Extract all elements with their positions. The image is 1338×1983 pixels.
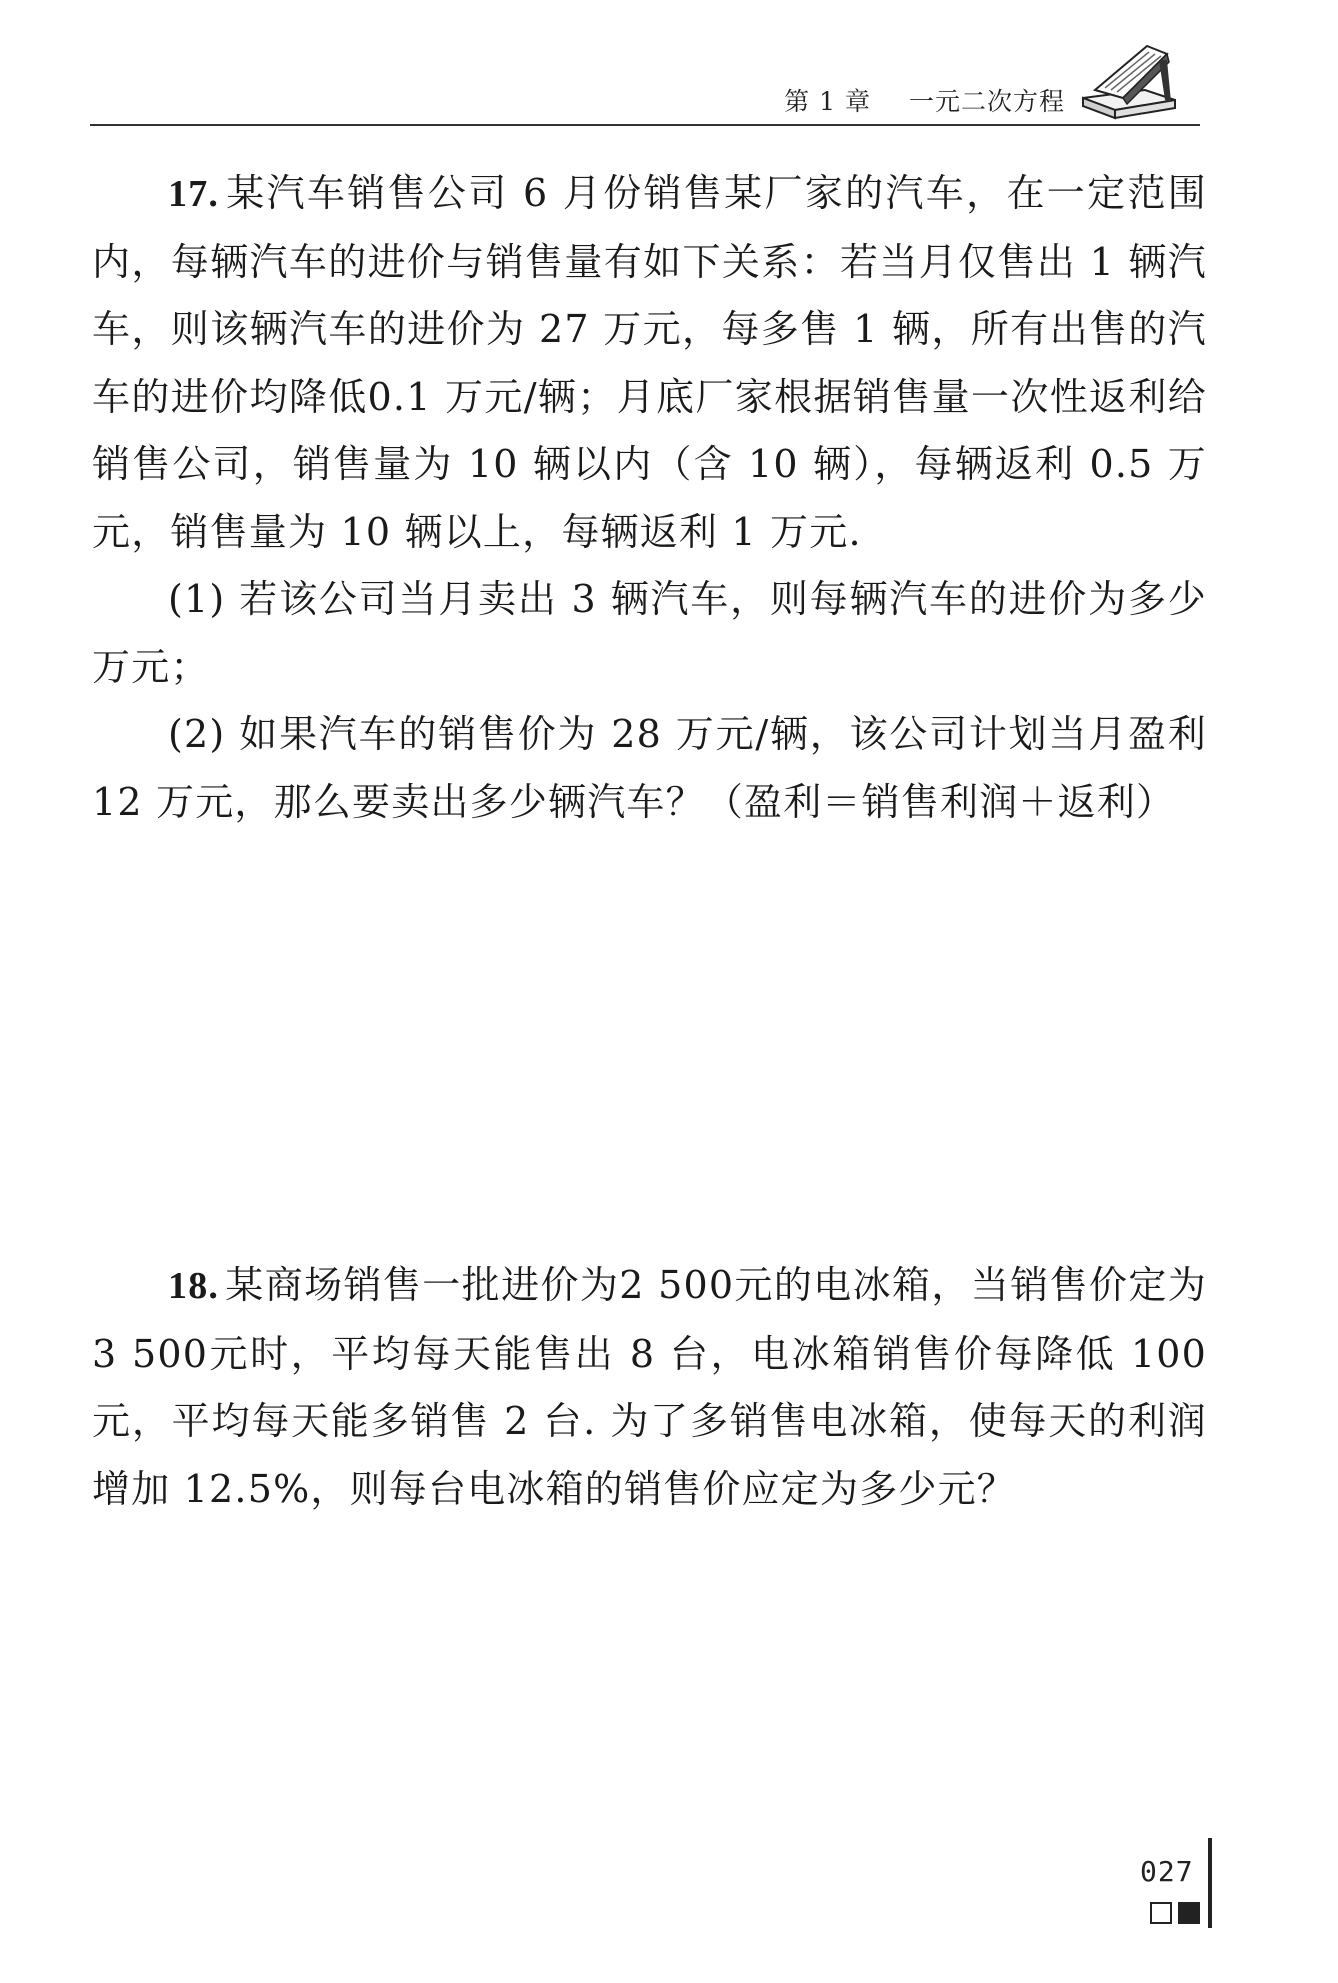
problem-number: 17.	[168, 173, 220, 215]
chapter-number: 第 1 章	[784, 87, 871, 116]
problem-number: 18.	[168, 1265, 220, 1307]
problem-text: 某汽车销售公司 6 月份销售某厂家的汽车，在一定范围内，每辆汽车的进价与销售量有如下关系：若当月仅售出 1 辆汽车，则该辆汽车的进价为 27 万元，每多售 1 辆，所有出售的汽车的进价均降低0.1 万元/辆；月底厂家根据销售量一次性返利给销售公司，销售量为 10 辆以内（含 10 辆），每辆返利 0.5 万元，销售量为 10 辆以上，每辆返利 1 万元.	[92, 171, 1207, 554]
filled-square-icon	[1178, 1902, 1200, 1924]
header-rule	[90, 124, 1200, 126]
problem-text: 某商场销售一批进价为2 500元的电冰箱，当销售价定为3 500元时，平均每天能售出 8 台，电冰箱销售价每降低 100 元，平均每天能多销售 2 台. 为了多销售电冰箱，使每天的利润增加 12.5%，则每台电冰箱的销售价应定为多少元？	[92, 1263, 1207, 1511]
chapter-title: 一元二次方程	[908, 87, 1065, 116]
page-header	[90, 40, 1200, 126]
empty-square-icon	[1150, 1902, 1172, 1924]
problem-17-part-2: (2) 如果汽车的销售价为 28 万元/辆，该公司计划当月盈利 12 万元，那么要卖出多少辆汽车？（盈利＝销售利润＋返利）	[92, 712, 1207, 824]
problem-17-stem	[92, 160, 1207, 566]
footer-marker	[1150, 1902, 1206, 1924]
problem-17	[92, 160, 1207, 836]
page-number: 027	[1140, 1855, 1194, 1888]
book-icon	[1075, 40, 1180, 122]
problem-17-part-1: (1) 若该公司当月卖出 3 辆汽车，则每辆汽车的进价为多少万元；	[92, 577, 1207, 689]
problem-18-stem	[92, 1252, 1207, 1523]
problem-18	[92, 1252, 1207, 1523]
footer-bar	[1208, 1838, 1212, 1928]
running-head	[784, 82, 1065, 118]
